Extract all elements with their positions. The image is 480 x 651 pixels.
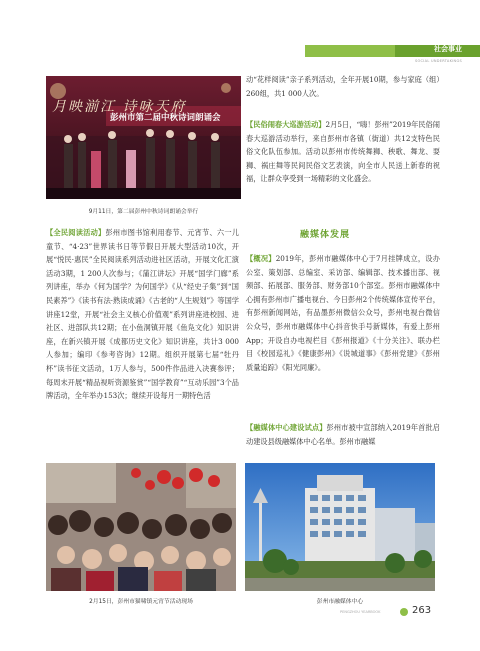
media-center-image <box>245 463 435 591</box>
right-top-body: 动“花样阅读”亲子系列活动，全年开展10期，参与家庭（组）260组，共1 000人次。 <box>246 75 440 98</box>
right-overview-text <box>246 252 440 374</box>
page-number: 263 <box>412 605 432 616</box>
right-pilot-text <box>246 421 440 448</box>
folk-parade-body: 2月5日，“嗨！彭州”2019年民俗闹春大巡游活动举行，来自彭州市各镇（街道）共12支特色民俗文化队伍参加。活动以彭州市传统舞狮、秧歌、舞龙、耍狮、祸庄舞等民间民俗文艺表演，向全市人民送上新春的祝福，让群众享受到一场精彩的文化盛会。 <box>246 120 440 184</box>
section-title-media: 融媒体发展 <box>300 230 351 240</box>
footer-book-name: PENGZHOU YEARBOOK <box>340 610 381 614</box>
photo-lantern-festival <box>46 463 236 591</box>
tag-reading-activity: 【全民阅读活动】 <box>46 228 106 237</box>
tag-overview: 【概况】 <box>246 254 276 263</box>
left-text-block <box>46 226 239 403</box>
photo-poetry-recital <box>46 76 241 199</box>
right-top-text <box>246 73 440 100</box>
photo-caption-3: 彭州市融媒体中心 <box>316 599 364 605</box>
right-folk-text <box>246 118 440 186</box>
tag-folk-parade: 【民俗闹春大巡游活动】 <box>246 120 326 129</box>
photo-caption-2: 2月15日，彭州市猫啸镇元宵节活动现场 <box>89 599 193 605</box>
poetry-recital-image <box>46 76 241 199</box>
photo-caption-1: 9月11日，第二届彭州中秋诗词朗诵会举行 <box>88 209 199 215</box>
footer-dot-icon <box>400 608 408 616</box>
tag-pilot: 【融媒体中心建设试点】 <box>246 423 327 432</box>
section-header-title: 社会事业 <box>434 45 462 53</box>
overview-body: 2019年，彭州市融媒体中心于7月挂牌成立，设办公室、策划部、总编室、采访部、编辑部、技术播出部、视频部、拓展部、服务部、财务部10个部室。彭州市融媒体中心拥有彭州市广播电视台、今日彭州2个传统媒体宣传平台，有彭州新闻网站，有品墨彭州微信公众号，彭州电视台微信公众号，彭州市融媒体中心抖音快手号新媒体，有爱上彭州App；开设自办电视栏目《彭州报道》《十分关注》、联办栏目《校园巡礼》《健康彭州》《说城道事》《彭州党建》《彭州质量追踪》《阳光同廉》。 <box>246 254 440 372</box>
section-header-subtitle: SOCIAL UNDERTAKINGS <box>414 59 462 63</box>
lantern-festival-image <box>46 463 236 591</box>
reading-activity-body: 彭州市图书馆利用春节、元宵节、六一儿童节、“4·23”世界读书日等节假日开展大型活动10次，开展“悦民·惠民”全民阅读系列活动进社区活动，开展文化汇演活动3期，1 200人次参与；《蒲江讲坛》开展“国学门廊”系列讲座，举办《何为国学？为何国学》《从“经史子集”到“国民素养”》《读书有法·熟读成诵》《古老的“人生规划”》等国学讲座12堂，开展“社会主义核心价值观”系列讲座进校园、进社区、进部队共12期；在小鱼洞镇开展《鱼凫文化》知识讲座，在新兴镇开展《成都历史文化》知识讲座，共计3 000人参加；编印《参考咨询》12期。组织开展第七届“牡丹杯”读书征文活动，1万人参与，500件作品进入决赛参评；每周末开展“精品视听资源鉴赏”“国学教育”“互动乐园”3个品牌活动，全年举办153次；继续开设每月一期特色活 <box>46 228 239 401</box>
event-banner: 彭州市第二届中秋诗词朗诵会 <box>110 113 221 123</box>
pilot-body: 彭州市被中宣部纳入2019年首批启动建设县级融媒体中心名单。彭州市融媒 <box>246 423 440 446</box>
calligraphy-title: 月映湔江 诗咏天府 <box>52 99 187 115</box>
photo-media-center <box>245 463 435 591</box>
